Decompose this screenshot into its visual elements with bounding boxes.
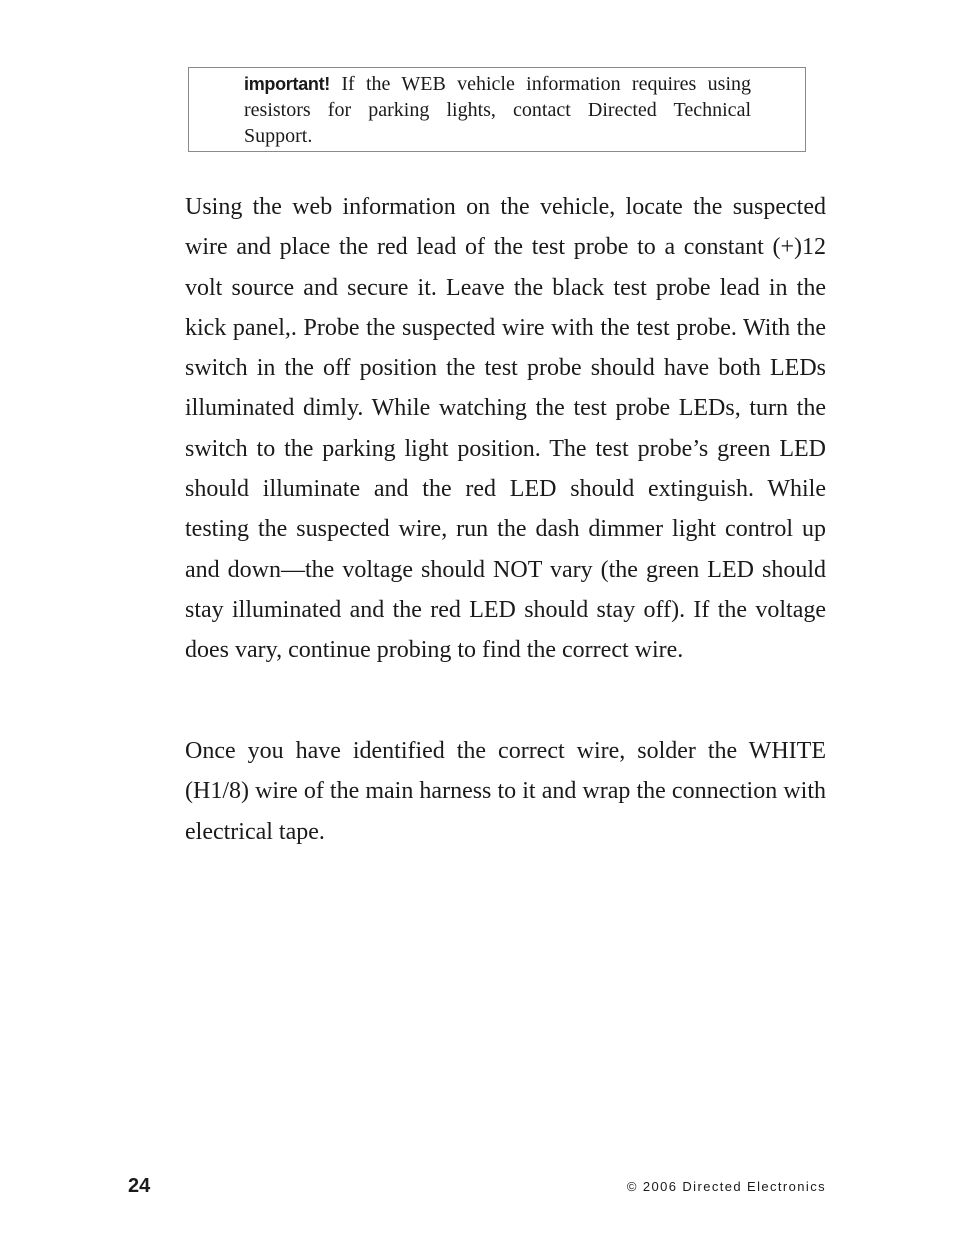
important-note-body: If the WEB vehicle information requires using resistors for parking lights, contact Directed Technical Support. xyxy=(244,73,752,147)
important-note-box xyxy=(188,67,806,152)
instruction-paragraph-1: Using the web information on the vehicle, locate the suspected wire and place the red lead of the test probe to a constant (+)12 volt source and secure it. Leave the black test probe lead in the kick panel,. Probe the suspected wire with the test probe. With the switch in the off position the test probe should have both LEDs illuminated dimly. While watching the test probe LEDs, turn the switch to the parking light position. The test probe’s green LED should illuminate and the red LED should extinguish. While testing the suspected wire, run the dash dimmer light control up and down—the voltage should NOT vary (the green LED should stay illuminated and the red LED should stay off). If the voltage does vary, continue probing to find the correct wire. xyxy=(185,194,826,664)
page-number: 24 xyxy=(128,1175,151,1197)
copyright-notice: © 2006 Directed Electronics xyxy=(626,1179,826,1194)
instruction-paragraph-2: Once you have identified the correct wire, solder the WHITE (H1/8) wire of the main harness to it and wrap the connection with electrical tape. xyxy=(185,738,826,845)
important-note-text xyxy=(244,71,751,149)
important-label: important! xyxy=(244,74,330,94)
